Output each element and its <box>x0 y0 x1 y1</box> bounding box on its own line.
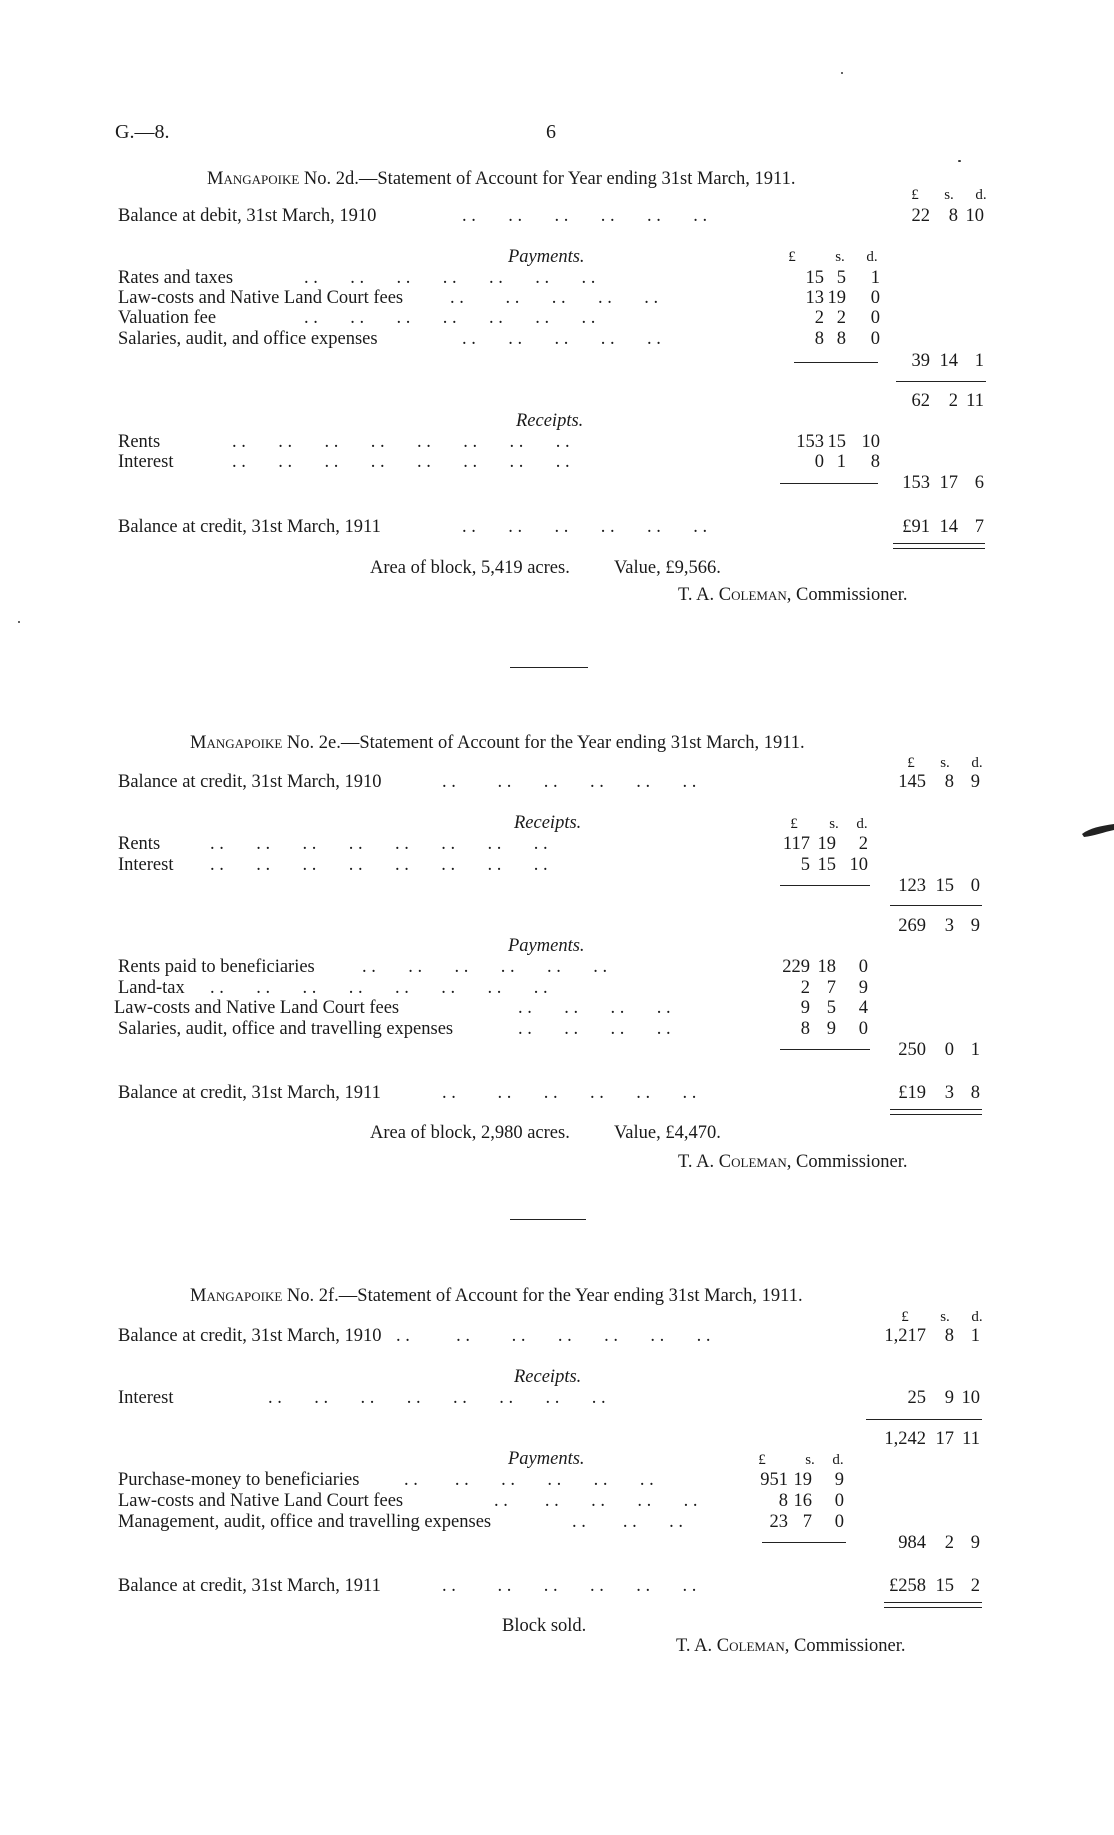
row-label: Salaries, audit, office and travelling expenses <box>118 1019 454 1039</box>
amount-pounds: 984 <box>898 1533 926 1553</box>
amount-pence: 1 <box>870 268 880 288</box>
total-rule <box>896 381 986 382</box>
total-rule <box>866 1419 982 1420</box>
amount-pounds: 9 <box>800 998 810 1018</box>
amount-shillings: 8 <box>948 206 958 226</box>
leader-dots: . . . . . . . . . . . . . . . . <box>210 834 548 854</box>
sub-pound-header: £ <box>790 816 798 832</box>
amount-shillings: 8 <box>944 1326 954 1346</box>
amount-shillings: 7 <box>802 1512 812 1532</box>
amount-pence: 8 <box>870 452 880 472</box>
amount-shillings: 17 <box>935 1429 954 1449</box>
amount-shillings: 1 <box>836 452 846 472</box>
scan-speck <box>841 72 843 74</box>
leader-dots: . . . . . . . . . . <box>450 288 659 308</box>
block-value: Value, £9,566. <box>614 558 721 578</box>
row-label: Interest <box>118 855 174 875</box>
signature: T. A. Coleman, Commissioner. <box>678 1152 908 1172</box>
amount-pence: 0 <box>834 1491 844 1511</box>
leader-dots: . . . . . . . . . . . . <box>442 772 697 792</box>
amount-pounds: 39 <box>911 351 930 371</box>
amount-shillings: 9 <box>826 1019 836 1039</box>
amount-pounds: 62 <box>911 391 930 411</box>
amount-pence: 0 <box>834 1512 844 1532</box>
amount-pounds: 229 <box>782 957 810 977</box>
amount-pence: 10 <box>965 206 984 226</box>
amount-shillings: 15 <box>935 1576 954 1596</box>
leader-dots: . . . . . . . . . . . . . . . . <box>210 978 548 998</box>
amount-pence: 2 <box>858 834 868 854</box>
amount-pounds: 8 <box>800 1019 810 1039</box>
leader-dots: . . . . . . <box>572 1512 683 1532</box>
amount-pence: 7 <box>974 517 984 537</box>
statement-title: Mangapoike No. 2f.—Statement of Account for the Year ending 31st March, 1911. <box>190 1286 803 1306</box>
row-label: Law-costs and Native Land Court fees <box>118 288 404 308</box>
row-label: Balance at credit, 31st March, 1911 <box>118 1083 381 1103</box>
amount-pounds: 8 <box>814 329 824 349</box>
amount-shillings: 19 <box>817 834 836 854</box>
amount-pence: 0 <box>970 876 980 896</box>
sub-rule <box>780 885 870 886</box>
signature: T. A. Coleman, Commissioner. <box>678 585 908 605</box>
amount-pence: 9 <box>834 1470 844 1490</box>
amount-shillings: 2 <box>944 1533 954 1553</box>
margin-mark <box>1080 820 1114 842</box>
scan-speck <box>958 160 961 162</box>
amount-pounds: £258 <box>889 1576 926 1596</box>
section-divider <box>510 667 588 668</box>
signature: T. A. Coleman, Commissioner. <box>676 1636 906 1656</box>
sub-rule <box>780 483 878 484</box>
amount-pence: 10 <box>849 855 868 875</box>
amount-pounds: 1,217 <box>884 1326 926 1346</box>
amount-shillings: 17 <box>939 473 958 493</box>
amount-pence: 0 <box>870 288 880 308</box>
sub-pence-header: d. <box>866 249 878 265</box>
double-rule <box>884 1602 982 1608</box>
shillings-column-header: s. <box>940 755 950 771</box>
amount-pence: 1 <box>974 351 984 371</box>
amount-pence: 9 <box>970 772 980 792</box>
amount-pence: 4 <box>858 998 868 1018</box>
amount-pence: 0 <box>870 308 880 328</box>
amount-shillings: 19 <box>827 288 846 308</box>
amount-pence: 6 <box>974 473 984 493</box>
section-divider <box>510 1219 586 1220</box>
amount-pence: 9 <box>858 978 868 998</box>
amount-shillings: 8 <box>836 329 846 349</box>
sub-pound-header: £ <box>788 249 796 265</box>
row-label: Land-tax <box>118 978 185 998</box>
payments-heading: Payments. <box>508 936 585 956</box>
leader-dots: . . . . . . . . . . . . . . . . <box>232 452 570 472</box>
amount-shillings: 5 <box>836 268 846 288</box>
amount-pence: 11 <box>962 1429 980 1449</box>
amount-pence: 0 <box>870 329 880 349</box>
leader-dots: . . . . . . . . . . . . <box>362 957 608 977</box>
amount-pounds: 145 <box>898 772 926 792</box>
leader-dots: . . . . . . . . <box>518 998 671 1018</box>
leader-dots: . . . . . . . . . . . . . . <box>396 1326 711 1346</box>
amount-pence: 10 <box>961 1388 980 1408</box>
row-label: Rents <box>118 834 161 854</box>
amount-pence: 0 <box>858 1019 868 1039</box>
sub-pence-header: d. <box>856 816 868 832</box>
leader-dots: . . . . . . . . . . . . <box>442 1083 697 1103</box>
amount-pounds: 269 <box>898 916 926 936</box>
double-rule <box>893 543 985 549</box>
leader-dots: . . . . . . . . . . . . . . . . <box>210 855 548 875</box>
amount-pence: 1 <box>970 1326 980 1346</box>
pence-column-header: d. <box>971 755 983 771</box>
receipts-heading: Receipts. <box>516 411 584 431</box>
amount-pence: 8 <box>970 1083 980 1103</box>
block-note: Block sold. <box>502 1616 587 1636</box>
leader-dots: . . . . . . . . <box>518 1019 671 1039</box>
amount-shillings: 2 <box>836 308 846 328</box>
sub-pence-header: d. <box>832 1452 844 1468</box>
block-value: Value, £4,470. <box>614 1123 721 1143</box>
amount-pounds: 2 <box>814 308 824 328</box>
amount-shillings: 0 <box>944 1040 954 1060</box>
leader-dots: . . . . . . . . . . . . <box>462 517 708 537</box>
amount-pounds: £91 <box>902 517 930 537</box>
row-label: Balance at credit, 31st March, 1910 <box>118 1326 382 1346</box>
row-label: Balance at debit, 31st March, 1910 <box>118 206 377 226</box>
row-label: Rents <box>118 432 161 452</box>
pound-column-header: £ <box>901 1309 909 1325</box>
amount-shillings: 5 <box>826 998 836 1018</box>
leader-dots: . . . . . . . . . . <box>494 1491 698 1511</box>
row-label: Salaries, audit, and office expenses <box>118 329 378 349</box>
block-area: Area of block, 5,419 acres. <box>370 558 570 578</box>
sub-shillings-header: s. <box>835 249 845 265</box>
amount-shillings: 3 <box>944 916 954 936</box>
amount-pence: 1 <box>970 1040 980 1060</box>
shillings-column-header: s. <box>940 1309 950 1325</box>
sub-rule <box>762 1542 846 1543</box>
amount-shillings: 3 <box>944 1083 954 1103</box>
row-label: Rents paid to beneficiaries <box>118 957 315 977</box>
payments-heading: Payments. <box>508 1449 585 1469</box>
amount-shillings: 15 <box>935 876 954 896</box>
amount-pounds: 15 <box>805 268 824 288</box>
sub-shillings-header: s. <box>829 816 839 832</box>
receipts-heading: Receipts. <box>514 1367 582 1387</box>
scan-speck <box>18 621 20 623</box>
row-label: Law-costs and Native Land Court fees <box>114 998 400 1018</box>
amount-pounds: 8 <box>778 1491 788 1511</box>
amount-pounds: 13 <box>805 288 824 308</box>
leader-dots: . . . . . . . . . . . . . . <box>304 268 596 288</box>
amount-shillings: 15 <box>817 855 836 875</box>
row-label: Balance at credit, 31st March, 1911 <box>118 517 381 537</box>
receipts-heading: Receipts. <box>514 813 582 833</box>
amount-pounds: 153 <box>796 432 824 452</box>
amount-pounds: 22 <box>911 206 930 226</box>
pence-column-header: d. <box>971 1309 983 1325</box>
leader-dots: . . . . . . . . . . . . . . <box>304 308 596 328</box>
amount-pounds: 25 <box>907 1388 926 1408</box>
row-label: Interest <box>118 1388 174 1408</box>
amount-shillings: 7 <box>826 978 836 998</box>
sub-rule <box>780 1049 870 1050</box>
leader-dots: . . . . . . . . . . . . <box>404 1470 654 1490</box>
amount-shillings: 8 <box>944 772 954 792</box>
amount-shillings: 14 <box>939 517 958 537</box>
amount-pounds: 951 <box>760 1470 788 1490</box>
row-label: Rates and taxes <box>118 268 234 288</box>
row-label: Purchase-money to beneficiaries <box>118 1470 360 1490</box>
amount-shillings: 18 <box>817 957 836 977</box>
row-label: Management, audit, office and travelling expenses <box>118 1512 492 1532</box>
row-label: Balance at credit, 31st March, 1910 <box>118 772 382 792</box>
amount-shillings: 9 <box>944 1388 954 1408</box>
leader-dots: . . . . . . . . . . . . . . . . <box>232 432 570 452</box>
amount-pence: 10 <box>861 432 880 452</box>
leader-dots: . . . . . . . . . . . . . . . . <box>268 1388 606 1408</box>
amount-pounds: 1,242 <box>884 1429 926 1449</box>
amount-shillings: 19 <box>793 1470 812 1490</box>
sub-shillings-header: s. <box>805 1452 815 1468</box>
amount-pence: 9 <box>970 916 980 936</box>
pence-column-header: d. <box>975 187 987 203</box>
block-area: Area of block, 2,980 acres. <box>370 1123 570 1143</box>
pound-column-header: £ <box>907 755 915 771</box>
amount-pounds: 5 <box>800 855 810 875</box>
document-reference: G.—8. <box>115 121 170 143</box>
amount-pence: 0 <box>858 957 868 977</box>
amount-pounds: 250 <box>898 1040 926 1060</box>
amount-shillings: 2 <box>948 391 958 411</box>
amount-pounds: 0 <box>814 452 824 472</box>
payments-heading: Payments. <box>508 247 585 267</box>
amount-shillings: 15 <box>827 432 846 452</box>
amount-pence: 9 <box>970 1533 980 1553</box>
amount-pounds: 2 <box>800 978 810 998</box>
amount-shillings: 16 <box>793 1491 812 1511</box>
total-rule <box>890 905 982 906</box>
sub-rule <box>794 362 878 363</box>
amount-pounds: 23 <box>769 1512 788 1532</box>
double-rule <box>890 1109 982 1115</box>
amount-shillings: 14 <box>939 351 958 371</box>
amount-pounds: 117 <box>782 834 810 854</box>
leader-dots: . . . . . . . . . . . . <box>442 1576 697 1596</box>
pound-column-header: £ <box>911 187 919 203</box>
row-label: Interest <box>118 452 174 472</box>
sub-pound-header: £ <box>758 1452 766 1468</box>
leader-dots: . . . . . . . . . . <box>462 329 661 349</box>
amount-pence: 2 <box>970 1576 980 1596</box>
statement-title: Mangapoike No. 2d.—Statement of Account for Year ending 31st March, 1911. <box>207 169 796 189</box>
page-number: 6 <box>546 121 556 143</box>
leader-dots: . . . . . . . . . . . . <box>462 206 708 226</box>
shillings-column-header: s. <box>944 187 954 203</box>
row-label: Valuation fee <box>118 308 217 328</box>
amount-pounds: £19 <box>898 1083 926 1103</box>
row-label: Balance at credit, 31st March, 1911 <box>118 1576 381 1596</box>
statement-title: Mangapoike No. 2e.—Statement of Account for the Year ending 31st March, 1911. <box>190 733 805 753</box>
row-label: Law-costs and Native Land Court fees <box>118 1491 404 1511</box>
amount-pounds: 153 <box>902 473 930 493</box>
amount-pounds: 123 <box>898 876 926 896</box>
amount-pence: 11 <box>966 391 984 411</box>
